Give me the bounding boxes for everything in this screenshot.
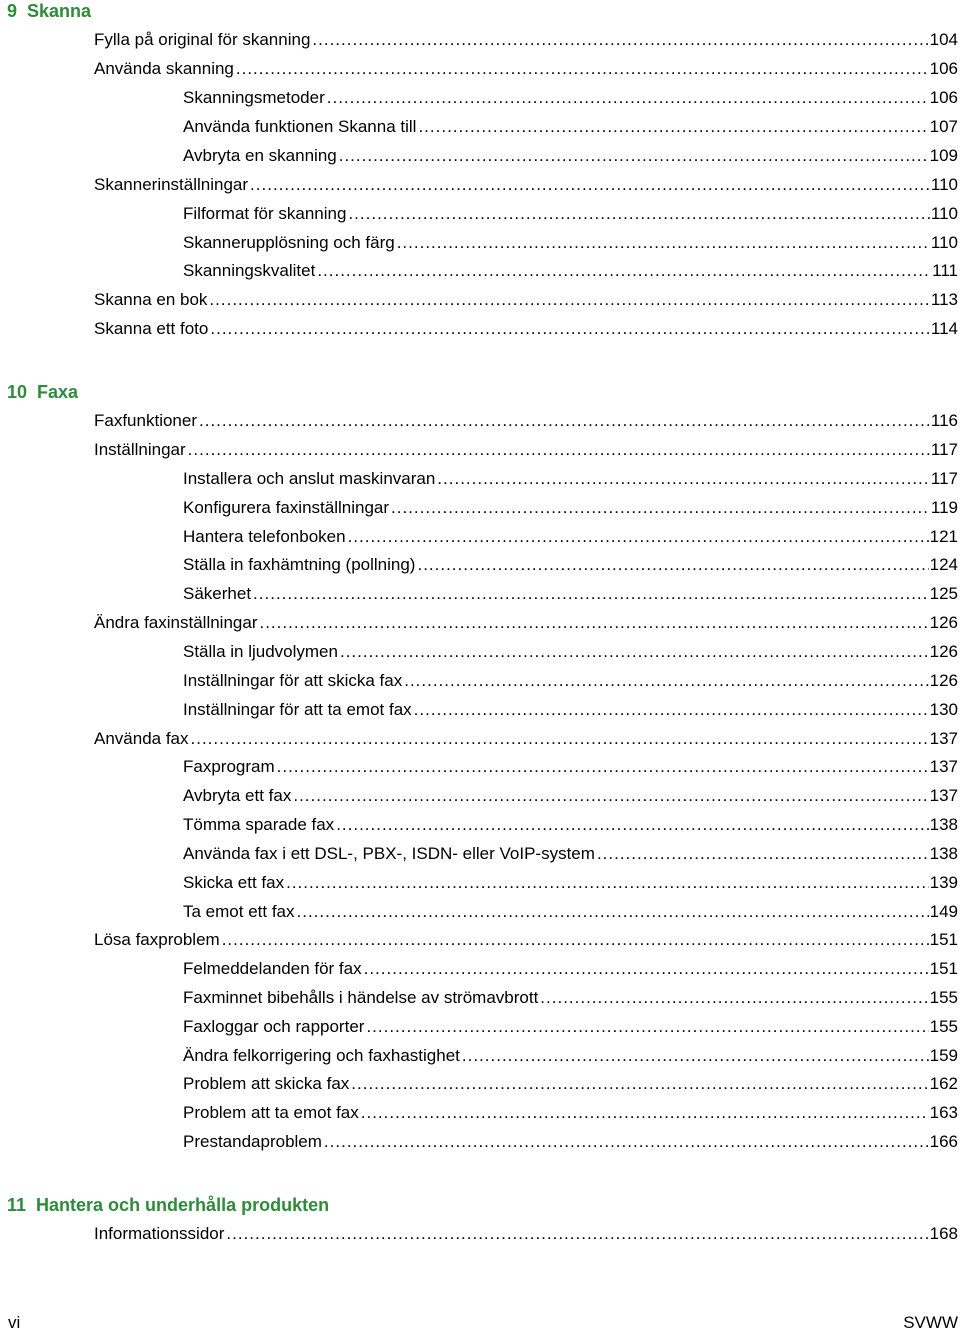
toc-entry[interactable] [183,959,958,979]
toc-entry-page: 126 [929,613,958,632]
toc-entry[interactable] [183,786,958,806]
toc-entry-page: 139 [929,873,958,892]
toc-entry-title: Problem att ta emot fax [183,1103,359,1122]
toc-entry-title: Avbryta ett fax [183,786,292,805]
toc-entry[interactable] [183,815,958,835]
dot-leader [414,700,929,720]
toc-entry[interactable] [183,204,958,224]
dot-leader [540,988,928,1008]
toc-entry-title: Tömma sparade fax [183,815,335,834]
toc-entry[interactable] [183,988,958,1008]
toc-entry-page: 166 [929,1132,958,1151]
toc-entry[interactable] [183,873,958,893]
dot-leader [462,1046,929,1066]
toc-entry-title: Inställningar [94,440,186,459]
toc-entry-title: Prestandaproblem [183,1132,322,1151]
dot-leader [404,671,928,691]
dot-leader [364,959,929,979]
toc-entry[interactable] [183,757,958,777]
toc-entry[interactable] [183,233,958,253]
dot-leader [597,844,929,864]
dot-leader [324,1132,929,1152]
toc-entry[interactable] [94,613,958,633]
toc-entry-page: 104 [929,30,958,49]
toc-entry[interactable] [183,902,958,922]
dot-leader [253,584,929,604]
toc-entry-title: Filformat för skanning [183,204,347,223]
toc-entry-page: 162 [929,1074,958,1093]
toc-entry-title: Skannerupplösning och färg [183,233,395,252]
dot-leader [236,59,929,79]
dot-leader [226,1224,928,1244]
toc-entry-title: Skicka ett fax [183,873,285,892]
toc-entry-title: Konfigurera faxinställningar [183,498,390,517]
dot-leader [210,319,930,339]
toc-entry-title: Problem att skicka fax [183,1074,350,1093]
toc-entry-page: 155 [929,988,958,1007]
toc-entry-page: 137 [929,757,958,776]
toc-entry-title: Säkerhet [183,584,252,603]
toc-entry[interactable] [94,319,958,339]
dot-leader [351,1074,928,1094]
toc-entry-title: Informationssidor [94,1224,225,1243]
toc-entry-page: 137 [929,786,958,805]
toc-entry[interactable] [183,146,958,166]
dot-leader [348,204,929,224]
toc-entry-title: Ta emot ett fax [183,902,295,921]
dot-leader [222,930,929,950]
toc-entry-title: Ställa in faxhämtning (pollning) [183,555,416,574]
dot-leader [277,757,929,777]
toc-entry-page: 151 [929,930,958,949]
toc-entry-page: 121 [929,527,958,546]
dot-leader [250,175,930,195]
toc-entry-page: 149 [929,902,958,921]
toc-entry[interactable] [183,261,958,281]
toc-entry[interactable] [183,1074,958,1094]
toc-entry-title: Avbryta en skanning [183,146,337,165]
dot-leader [188,440,930,460]
toc-entry-page: 106 [929,88,958,107]
toc-entry-title: Inställningar för att skicka fax [183,671,403,690]
toc-entry-page: 114 [930,319,958,338]
toc-entry-title: Använda skanning [94,59,234,78]
toc-entry-title: Skanna ett foto [94,319,209,338]
dot-leader [397,233,930,253]
toc-entry-page: 130 [929,700,958,719]
dot-leader [259,613,928,633]
dot-leader [391,498,930,518]
toc-entry[interactable] [183,117,958,137]
dot-leader [340,642,929,662]
toc-entry[interactable] [183,469,958,489]
toc-entry-page: 117 [930,469,958,488]
toc-entry[interactable] [183,88,958,108]
toc-entry[interactable] [183,527,958,547]
footer-doc-label: SVWW [903,1313,958,1332]
toc-entry[interactable] [183,671,958,691]
toc-entry[interactable] [94,290,958,310]
toc-entry-page: 155 [929,1017,958,1036]
toc-entry[interactable] [183,844,958,864]
toc-entry[interactable] [94,440,958,460]
toc-entry[interactable] [94,930,958,950]
toc-entry-title: Inställningar för att ta emot fax [183,700,412,719]
toc-entry-page: 110 [930,204,958,223]
toc-entry-title: Använda fax [94,729,189,748]
toc-entry[interactable] [183,584,958,604]
toc-entry[interactable] [94,411,958,431]
dot-leader [327,88,929,108]
dot-leader [437,469,930,489]
toc-entry[interactable] [183,1046,958,1066]
toc-entry[interactable] [94,59,958,79]
dot-leader [348,527,929,547]
toc-entry-title: Hantera telefonboken [183,527,346,546]
toc-entry[interactable] [94,1224,958,1244]
dot-leader [286,873,929,893]
toc-entry-page: 106 [929,59,958,78]
chapter-number: 11 [7,1195,27,1215]
toc-entry-title: Faxminnet bibehålls i händelse av strömavbrott [183,988,539,1007]
toc-entry-page: 125 [929,584,958,603]
toc-entry-page: 111 [932,261,958,280]
toc-entry-page: 110 [930,233,958,252]
toc-entry-title: Lösa faxproblem [94,930,220,949]
toc-entry-title: Faxfunktioner [94,411,197,430]
toc-entry-title: Installera och anslut maskinvaran [183,469,436,488]
toc-entry-page: 138 [929,815,958,834]
dot-leader [339,146,929,166]
chapter-title: Faxa [37,382,79,402]
toc-entry-page: 126 [929,642,958,661]
toc-entry-page: 163 [929,1103,958,1122]
toc-entry-page: 109 [929,146,958,165]
toc-entry-page: 119 [930,498,958,517]
chapter-number: 10 [7,382,28,402]
dot-leader [312,30,928,50]
toc-entry-page: 137 [929,729,958,748]
toc-entry-title: Ändra faxinställningar [94,613,258,632]
toc-entry-page: 159 [929,1046,958,1065]
toc-entry-page: 126 [929,671,958,690]
toc-entry-title: Ställa in ljudvolymen [183,642,338,661]
toc-entry-title: Skanningsmetoder [183,88,325,107]
footer-page-number: vi [8,1313,21,1332]
dot-leader [366,1017,928,1037]
toc-entry-title: Skanningskvalitet [183,261,316,280]
toc-entry-title: Använda funktionen Skanna till [183,117,417,136]
toc-entry-page: 124 [929,555,958,574]
toc-entry[interactable] [183,1103,958,1123]
toc-entry-page: 138 [929,844,958,863]
dot-leader [361,1103,929,1123]
toc-entry-page: 110 [930,175,958,194]
toc-entry-title: Faxloggar och rapporter [183,1017,365,1036]
toc-entry-page: 113 [930,290,958,309]
toc-entry-page: 116 [930,411,958,430]
toc-entry-title: Felmeddelanden för fax [183,959,362,978]
toc-entry-page: 117 [930,440,958,459]
toc-entry-title: Använda fax i ett DSL-, PBX-, ISDN- eller VoIP-system [183,844,595,863]
toc-entry[interactable] [94,175,958,195]
toc-entry[interactable] [183,642,958,662]
dot-leader [293,786,928,806]
toc-entry-title: Fylla på original för skanning [94,30,311,49]
dot-leader [191,729,929,749]
toc-entry[interactable] [94,729,958,749]
chapter-title: Skanna [27,1,92,21]
chapter-heading [7,382,78,402]
dot-leader [199,411,930,431]
toc-entry[interactable] [183,700,958,720]
chapter-number: 9 [7,1,18,21]
toc-entry-page: 151 [929,959,958,978]
dot-leader [418,117,928,137]
toc-entry[interactable] [183,498,958,518]
toc-entry[interactable] [183,555,958,575]
dot-leader [336,815,928,835]
toc-entry[interactable] [183,1132,958,1152]
dot-leader [209,290,929,310]
toc-entry-title: Faxprogram [183,757,275,776]
dot-leader [317,261,931,281]
toc-entry-page: 107 [929,117,958,136]
chapter-heading [7,1195,329,1215]
toc-entry[interactable] [183,1017,958,1037]
toc-entry-title: Skanna en bok [94,290,208,309]
toc-entry-title: Ändra felkorrigering och faxhastighet [183,1046,460,1065]
dot-leader [297,902,929,922]
chapter-title: Hantera och underhålla produkten [36,1195,330,1215]
toc-entry-title: Skannerinställningar [94,175,249,194]
chapter-heading [7,1,91,21]
toc-entry-page: 168 [929,1224,958,1243]
dot-leader [417,555,928,575]
toc-entry[interactable] [94,30,958,50]
